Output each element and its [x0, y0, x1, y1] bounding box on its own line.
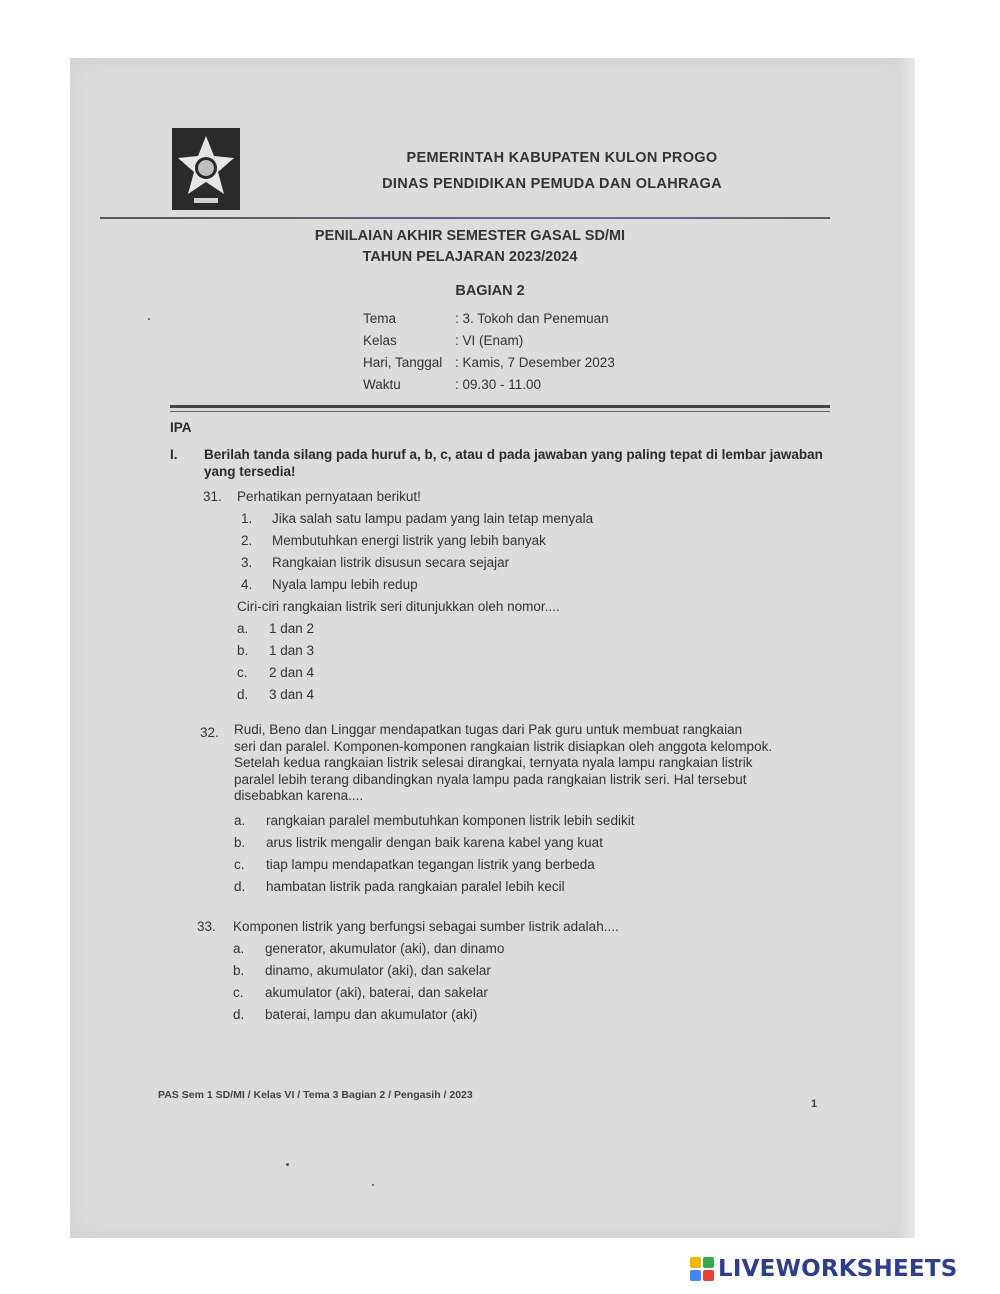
question-intro [237, 486, 593, 508]
page-number: 1 [811, 1098, 818, 1110]
meta-value: : Kamis, 7 Desember 2023 [455, 355, 615, 370]
option-letter: b. [233, 963, 245, 978]
exam-year: TAHUN PELAJARAN 2023/2024 [362, 249, 578, 265]
answer-option[interactable] [234, 854, 826, 876]
question-prompt [233, 916, 619, 938]
answer-option[interactable] [237, 684, 593, 706]
answer-option[interactable] [233, 982, 619, 1004]
option-text: hambatan listrik pada rangkaian paralel lebih kecil [266, 878, 565, 894]
regency-emblem-icon [172, 128, 240, 210]
statement-text: Rangkaian listrik disusun secara sejajar [272, 555, 510, 570]
statement-number: 1. [241, 511, 253, 526]
section-number: I. [170, 447, 178, 462]
section-divider-thick [170, 405, 830, 408]
statement-text: Membutuhkan energi listrik yang lebih banyak [272, 533, 546, 548]
meta-value: : 3. Tokoh dan Penemuan [455, 311, 609, 326]
instruction-text: Berilah tanda silang pada huruf a, b, c, atau d pada jawaban yang paling tepat di lembar jawaban yang tersedia! [204, 447, 823, 479]
paragraph-line: disebabkan karena.... [234, 788, 364, 803]
logo-square [703, 1270, 714, 1281]
scan-speck [372, 1184, 374, 1186]
answer-option[interactable] [234, 876, 826, 898]
paragraph-line: Rudi, Beno dan Linggar mendapatkan tugas dari Pak guru untuk membuat rangkaian [234, 722, 743, 737]
prompt-text: Komponen listrik yang berfungsi sebagai sumber listrik adalah.... [233, 919, 619, 934]
question-number: 32. [200, 725, 219, 740]
scan-speck [286, 1163, 289, 1166]
exam-meta [363, 311, 615, 399]
meta-row-class [363, 333, 615, 355]
answer-option[interactable] [237, 618, 593, 640]
liveworksheets-logo-icon [690, 1257, 714, 1281]
paper-edge [897, 58, 915, 1238]
answer-option[interactable] [233, 938, 619, 960]
paragraph-line: seri dan paralel. Komponen-komponen rangkaian listrik disiapkan oleh anggota kelompok. [234, 738, 773, 754]
option-letter: a. [234, 812, 246, 828]
question-body [237, 486, 593, 706]
question-prompt [237, 596, 593, 618]
option-text: 3 dan 4 [269, 687, 315, 702]
option-letter: a. [233, 941, 245, 956]
meta-label: Hari, Tanggal [363, 355, 443, 370]
gov-line-2: DINAS PENDIDIKAN PEMUDA DAN OLAHRAGA [382, 176, 722, 192]
option-letter: d. [233, 1007, 245, 1022]
statement-item [241, 508, 593, 530]
option-text: rangkaian paralel membutuhkan komponen listrik lebih sedikit [266, 812, 635, 828]
option-text: 1 dan 2 [269, 621, 315, 636]
meta-value: : VI (Enam) [455, 333, 524, 348]
brand-watermark[interactable] [690, 1254, 957, 1284]
option-letter: c. [234, 856, 245, 872]
answer-option[interactable] [233, 960, 619, 982]
meta-label: Kelas [363, 333, 397, 348]
statement-number: 3. [241, 555, 253, 570]
question-body [233, 916, 619, 1026]
answer-option[interactable] [237, 662, 593, 684]
statement-item [241, 552, 593, 574]
meta-row-date [363, 355, 615, 377]
logo-square [690, 1270, 701, 1281]
statement-text: Jika salah satu lampu padam yang lain tetap menyala [272, 511, 594, 526]
answer-option[interactable] [233, 1004, 619, 1026]
subject-label: IPA [170, 420, 192, 435]
option-text: arus listrik mengalir dengan baik karena kabel yang kuat [266, 834, 603, 850]
statement-number: 2. [241, 533, 253, 548]
answer-option[interactable] [237, 640, 593, 662]
question-body [234, 722, 826, 898]
header-divider [100, 217, 830, 219]
logo-square [690, 1257, 701, 1268]
question-number: 33. [197, 919, 216, 934]
statement-number: 4. [241, 577, 253, 592]
option-text: tiap lampu mendapatkan tegangan listrik yang berbeda [266, 856, 595, 872]
option-letter: b. [237, 643, 249, 658]
option-letter: d. [234, 878, 246, 894]
prompt-text: Ciri-ciri rangkaian listrik seri ditunjukkan oleh nomor.... [237, 599, 560, 614]
option-text: baterai, lampu dan akumulator (aki) [265, 1007, 478, 1022]
option-text: 2 dan 4 [269, 665, 315, 680]
option-letter: a. [237, 621, 249, 636]
option-text: dinamo, akumulator (aki), dan sakelar [265, 963, 491, 978]
scan-speck [148, 318, 150, 320]
meta-row-theme [363, 311, 615, 333]
option-text: generator, akumulator (aki), dan dinamo [265, 941, 505, 956]
answer-option[interactable] [234, 832, 826, 854]
gov-line-1: PEMERINTAH KABUPATEN KULON PROGO [406, 150, 718, 166]
option-letter: b. [234, 834, 246, 850]
meta-value: : 09.30 - 11.00 [455, 377, 542, 392]
option-letter: d. [237, 687, 249, 702]
option-letter: c. [237, 665, 248, 680]
paragraph-line: paralel lebih terang dibandingkan nyala lampu pada rangkaian listrik seri. Hal tersebut [234, 771, 747, 787]
exam-part: BAGIAN 2 [455, 283, 525, 299]
question-number: 31. [203, 489, 222, 504]
meta-row-time [363, 377, 615, 399]
statement-text: Nyala lampu lebih redup [272, 577, 418, 592]
question-paragraph [234, 722, 826, 805]
meta-label: Waktu [363, 377, 401, 392]
option-text: 1 dan 3 [269, 643, 315, 658]
option-text: akumulator (aki), baterai, dan sakelar [265, 985, 488, 1000]
option-letter: c. [233, 985, 244, 1000]
intro-text: Perhatikan pernyataan berikut! [237, 489, 421, 504]
exam-title: PENILAIAN AKHIR SEMESTER GASAL SD/MI [314, 228, 626, 244]
meta-label: Tema [363, 311, 397, 326]
statement-item [241, 530, 593, 552]
statement-item [241, 574, 593, 596]
answer-option[interactable] [234, 810, 826, 832]
page-footer: PAS Sem 1 SD/MI / Kelas VI / Tema 3 Bagian 2 / Pengasih / 2023 [158, 1089, 473, 1101]
brand-name: LIVEWORKSHEETS [718, 1256, 958, 1282]
paragraph-line: Setelah kedua rangkaian listrik selesai dirangkai, ternyata nyala lampu rangkaian listrik [234, 755, 753, 770]
letterhead [172, 128, 832, 218]
logo-square [703, 1257, 714, 1268]
section-divider-thin [170, 411, 830, 412]
